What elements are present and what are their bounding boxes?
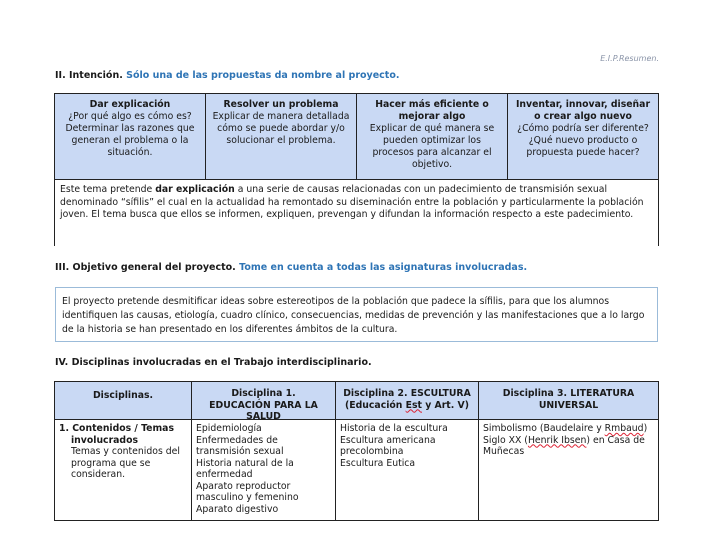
list-item: Epidemiología [196, 423, 262, 434]
list-item: Aparato reproductor masculino y femenino [196, 480, 299, 503]
section-objective-title-prefix: III. Objetivo general del proyecto. [55, 262, 236, 273]
header-discipline-2 [336, 382, 479, 419]
list-item: Historia de la escultura [340, 423, 448, 434]
row-label-title [59, 423, 187, 446]
section-intent-title-accent: Sólo una de las propuestas da nombre al proyecto. [126, 70, 400, 81]
intent-option-heading: Inventar, innovar, diseñar o crear algo nuevo [515, 99, 651, 122]
col3-line1-post: ) [643, 423, 648, 434]
list-item [483, 435, 654, 458]
list-item: Aparato digestivo [196, 503, 279, 515]
header-disciplines: Disciplinas. [55, 382, 192, 419]
list-item: Escultura americana precolombina [340, 434, 436, 457]
intent-option-invent [508, 94, 658, 179]
list-item: Enfermedades de transmisión sexual [196, 434, 284, 457]
intent-description-before: Este tema pretende [60, 184, 156, 195]
header-discipline-3: Disciplina 3. LITERATURA UNIVERSAL [479, 382, 658, 419]
intent-option-body: ¿Cómo podría ser diferente? ¿Qué nuevo producto o propuesta puede hacer? [517, 123, 649, 158]
section-intent-title [55, 70, 399, 81]
disciplines-content-row [55, 420, 658, 520]
header-discipline-2-pre: (Educación [345, 399, 406, 411]
row-label-note: Temas y contenidos del programa que se consideran. [71, 446, 180, 480]
intent-options-row [55, 94, 658, 180]
intent-option-body: Explicar de qué manera se pueden optimizar los procesos para alcanzar el objetivo. [369, 123, 495, 170]
list-item [483, 423, 654, 435]
list-item: Escultura Eutica [340, 457, 416, 469]
col3-line1-pre: Simbolismo (Baudelaire y [483, 423, 605, 434]
discipline-3-topics [479, 420, 658, 520]
col3-line2-pre: Siglo XX ( [483, 434, 528, 446]
intent-option-solve [206, 94, 357, 179]
disciplines-table [54, 381, 659, 521]
header-discipline-2-post: y Art. V) [421, 399, 469, 411]
header-discipline-1-line1: Disciplina 1. [231, 388, 296, 399]
intent-option-body: Explicar de manera detallada cómo se puede abordar y/o solucionar el problema. [212, 111, 350, 146]
section-objective-title-accent: Tome en cuenta a todas las asignaturas involucradas. [239, 262, 528, 273]
discipline-1-topics [192, 420, 336, 520]
col3-line1-name: Rmbaud [604, 423, 644, 434]
section-disciplines-title: IV. Disciplinas involucradas en el Trabajo interdisciplinario. [55, 357, 372, 368]
col3-line2-name: Henrik Ibsen [527, 434, 587, 446]
intent-option-improve [357, 94, 508, 179]
header-discipline-1 [192, 382, 336, 422]
objective-text: El proyecto pretende desmitificar ideas sobre estereotipos de la población que padece la sífilis, para que los alumnos identifiquen las causas, etiología, cuadro clínico, consecuencias, medidas de prevención y las manifestaciones que a lo largo de la historia se han presentado en los diferentes ámbitos de la cultura. [55, 287, 658, 342]
list-item: Historia natural de la enfermedad [196, 457, 294, 480]
col3-line2-post: ) en Casa de Muñecas [483, 434, 645, 457]
header-discipline-2-abbr: Est [405, 399, 422, 411]
intent-table [54, 93, 659, 246]
document-code: E.I.P.Resumen. [600, 54, 659, 63]
intent-description-after: a una serie de causas relacionadas con un padecimiento de transmisión sexual denominado “sífilis” el cual en la actualidad ha remontado su diseminación entre la población y particularmente la población joven. El tema busca que ellos se informen, expliquen, prevengan y difundan la información respecto a este padecimiento. [60, 184, 644, 220]
intent-option-heading: Hacer más eficiente o mejorar algo [375, 99, 489, 122]
intent-option-heading: Dar explicación [89, 99, 171, 110]
disciplines-header-row [55, 382, 658, 420]
intent-description [55, 180, 658, 226]
intent-description-bold: dar explicación [155, 184, 235, 195]
header-discipline-1-line2: EDUCACIÓN PARA LA SALUD [209, 399, 318, 422]
row-label-title-line2: involucrados [71, 434, 139, 446]
discipline-2-topics [336, 420, 479, 520]
section-objective-title [55, 262, 527, 273]
row-label-title-line1: 1. Contenidos / Temas [59, 423, 174, 434]
intent-option-heading: Resolver un problema [223, 99, 339, 110]
row-label-cell [55, 420, 192, 520]
intent-option-body: ¿Por qué algo es cómo es? Determinar las razones que generan el problema o la situación. [65, 111, 195, 158]
header-discipline-2-line2 [336, 400, 478, 412]
section-intent-title-prefix: II. Intención. [55, 70, 123, 81]
header-discipline-2-line1: Disciplina 2. ESCULTURA [343, 388, 471, 399]
intent-option-explain [55, 94, 206, 179]
